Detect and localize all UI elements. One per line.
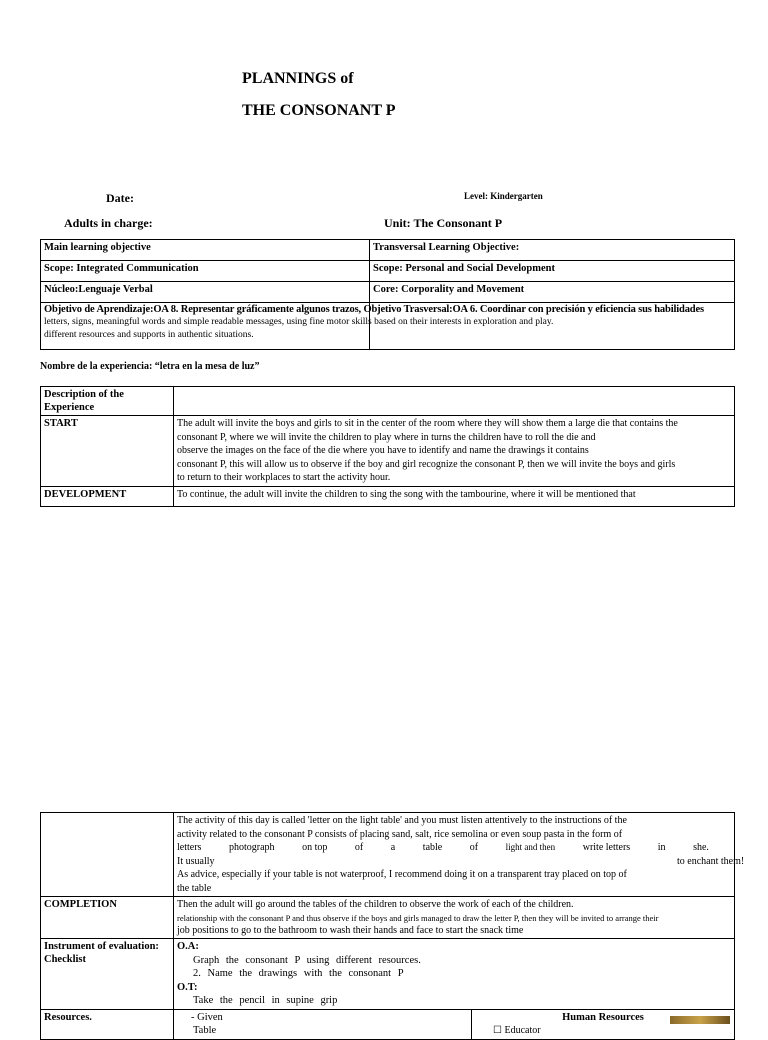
oa-bold-line: Objetivo de Aprendizaje:OA 8. Representar gráficamente algunos trazos, Objetivo Trasversal:OA 6. Coordinar con precisión y eficiencia sus habilidades bbox=[44, 304, 704, 315]
scope-left: Scope: Integrated Communication bbox=[41, 261, 370, 282]
completion-line-3: job positions to go to the bathroom to wash their hands and face to start the snack time bbox=[177, 924, 524, 936]
activity-line-2: activity related to the consonant P consists of placing sand, salt, rice semolina or even soup pasta in the form of bbox=[177, 828, 623, 840]
letters-w8: write letters bbox=[582, 842, 631, 853]
advice-line: As advice, especially if your table is not waterproof, I recommend doing it on a transparent tray placed on top of bbox=[177, 869, 627, 880]
usually-right: to enchant them! bbox=[677, 855, 745, 867]
date-label: Date: bbox=[106, 191, 134, 205]
letters-w7: light and then bbox=[505, 842, 556, 852]
letters-w3: of bbox=[354, 842, 364, 853]
resources-given-cell bbox=[174, 1009, 472, 1039]
oa-item-1: Graph the consonant P using different resources. bbox=[193, 954, 421, 966]
description-empty bbox=[174, 387, 735, 416]
ot-label: O.T: bbox=[177, 981, 198, 993]
description-label-text: Description of the Experience bbox=[44, 389, 124, 413]
activity-line-1: The activity of this day is called 'letter on the light table' and you must listen attentively to the instructions of the bbox=[177, 815, 627, 826]
start-label: START bbox=[41, 416, 174, 487]
given-text: - Given bbox=[191, 1011, 223, 1023]
start-line-3: observe the images on the face of the die where you have to identify and name the drawings it contains bbox=[177, 445, 589, 456]
activity-label-empty bbox=[41, 813, 174, 897]
experience-name: Nombre de la experiencia: “letra en la mesa de luz” bbox=[40, 361, 260, 372]
development-label: DEVELOPMENT bbox=[41, 486, 174, 506]
human-resources-label: Human Resources bbox=[562, 1011, 644, 1023]
educator-text: Educator bbox=[504, 1025, 541, 1036]
letters-w10: she. bbox=[693, 842, 709, 853]
start-line-1: The adult will invite the boys and girls to sit in the center of the room where they will show them a large die that contains the bbox=[177, 418, 678, 429]
transversal-objective: Transversal Learning Objective: bbox=[370, 240, 735, 261]
oa-line-3: different resources and supports in authentic situations. bbox=[44, 330, 254, 340]
nucleo: Núcleo:Lenguaje Verbal bbox=[41, 282, 370, 303]
letters-w1: photograph bbox=[228, 842, 275, 853]
adults-label: Adults in charge: bbox=[64, 216, 153, 230]
completion-line-1: Then the adult will go around the tables of the children to observe the work of each of the children. bbox=[177, 899, 574, 910]
title-line-1: PLANNINGS of bbox=[242, 70, 354, 87]
resources-label: Resources. bbox=[41, 1009, 174, 1039]
usually-left: It usually bbox=[177, 855, 215, 867]
oa-label: O.A: bbox=[177, 941, 199, 952]
letters-w0: letters bbox=[177, 842, 202, 853]
checkbox-icon: ☐ bbox=[493, 1025, 502, 1036]
experience-table bbox=[40, 386, 735, 507]
usually-row bbox=[177, 855, 745, 869]
development-text: To continue, the adult will invite the children to sing the song with the tambourine, where it will be mentioned that bbox=[174, 486, 735, 506]
letters-w4: a bbox=[390, 842, 396, 853]
activity-cell bbox=[174, 813, 745, 897]
completion-label: COMPLETION bbox=[41, 897, 174, 939]
letters-w5: table bbox=[422, 842, 443, 853]
letters-row bbox=[177, 841, 731, 855]
title-line-2: THE CONSONANT P bbox=[242, 102, 396, 119]
instrument-cell bbox=[174, 939, 735, 1010]
instrument-label: Instrument of evaluation: Checklist bbox=[41, 939, 174, 1010]
letters-w2: on top bbox=[302, 842, 328, 853]
scope-right: Scope: Personal and Social Development bbox=[370, 261, 735, 282]
table-word: Table bbox=[193, 1025, 217, 1036]
human-resources-cell bbox=[472, 1009, 735, 1039]
oa-line-2: letters, signs, meaningful words and simple readable messages, using fine motor skills based on their interests in exploration and play. bbox=[44, 317, 554, 327]
core: Core: Corporality and Movement bbox=[370, 282, 735, 303]
educator-row bbox=[475, 1024, 731, 1038]
unit-label: Unit: The Consonant P bbox=[384, 216, 503, 230]
main-learning-objective: Main learning objective bbox=[41, 240, 370, 261]
the-table-line: the table bbox=[177, 882, 212, 894]
start-line-2: consonant P, where we will invite the children to play where in turns the children have to roll the die and bbox=[177, 431, 596, 443]
start-line-5: to return to their workplaces to start the activity hour. bbox=[177, 472, 391, 483]
level-label: Level: Kindergarten bbox=[464, 191, 543, 201]
description-label bbox=[41, 387, 174, 416]
completion-line-2: relationship with the consonant P and thus observe if the boys and girls managed to draw the letter P, then they will be invited to arrange their bbox=[177, 912, 659, 923]
completion-cell bbox=[174, 897, 735, 939]
start-line-4: consonant P, this will allow us to observe if the boy and girl recognize the consonant P, then we will invite the boys and girls bbox=[177, 458, 676, 470]
page2-table bbox=[40, 812, 745, 1040]
ot-item-1: Take the pencil in supine grip bbox=[193, 995, 338, 1006]
resource-photo bbox=[670, 1016, 730, 1024]
letters-w9: in bbox=[657, 842, 666, 853]
letters-w6: of bbox=[469, 842, 479, 853]
start-text bbox=[174, 416, 735, 487]
oa-item-2: 2. Name the drawings with the consonant P bbox=[193, 968, 404, 979]
